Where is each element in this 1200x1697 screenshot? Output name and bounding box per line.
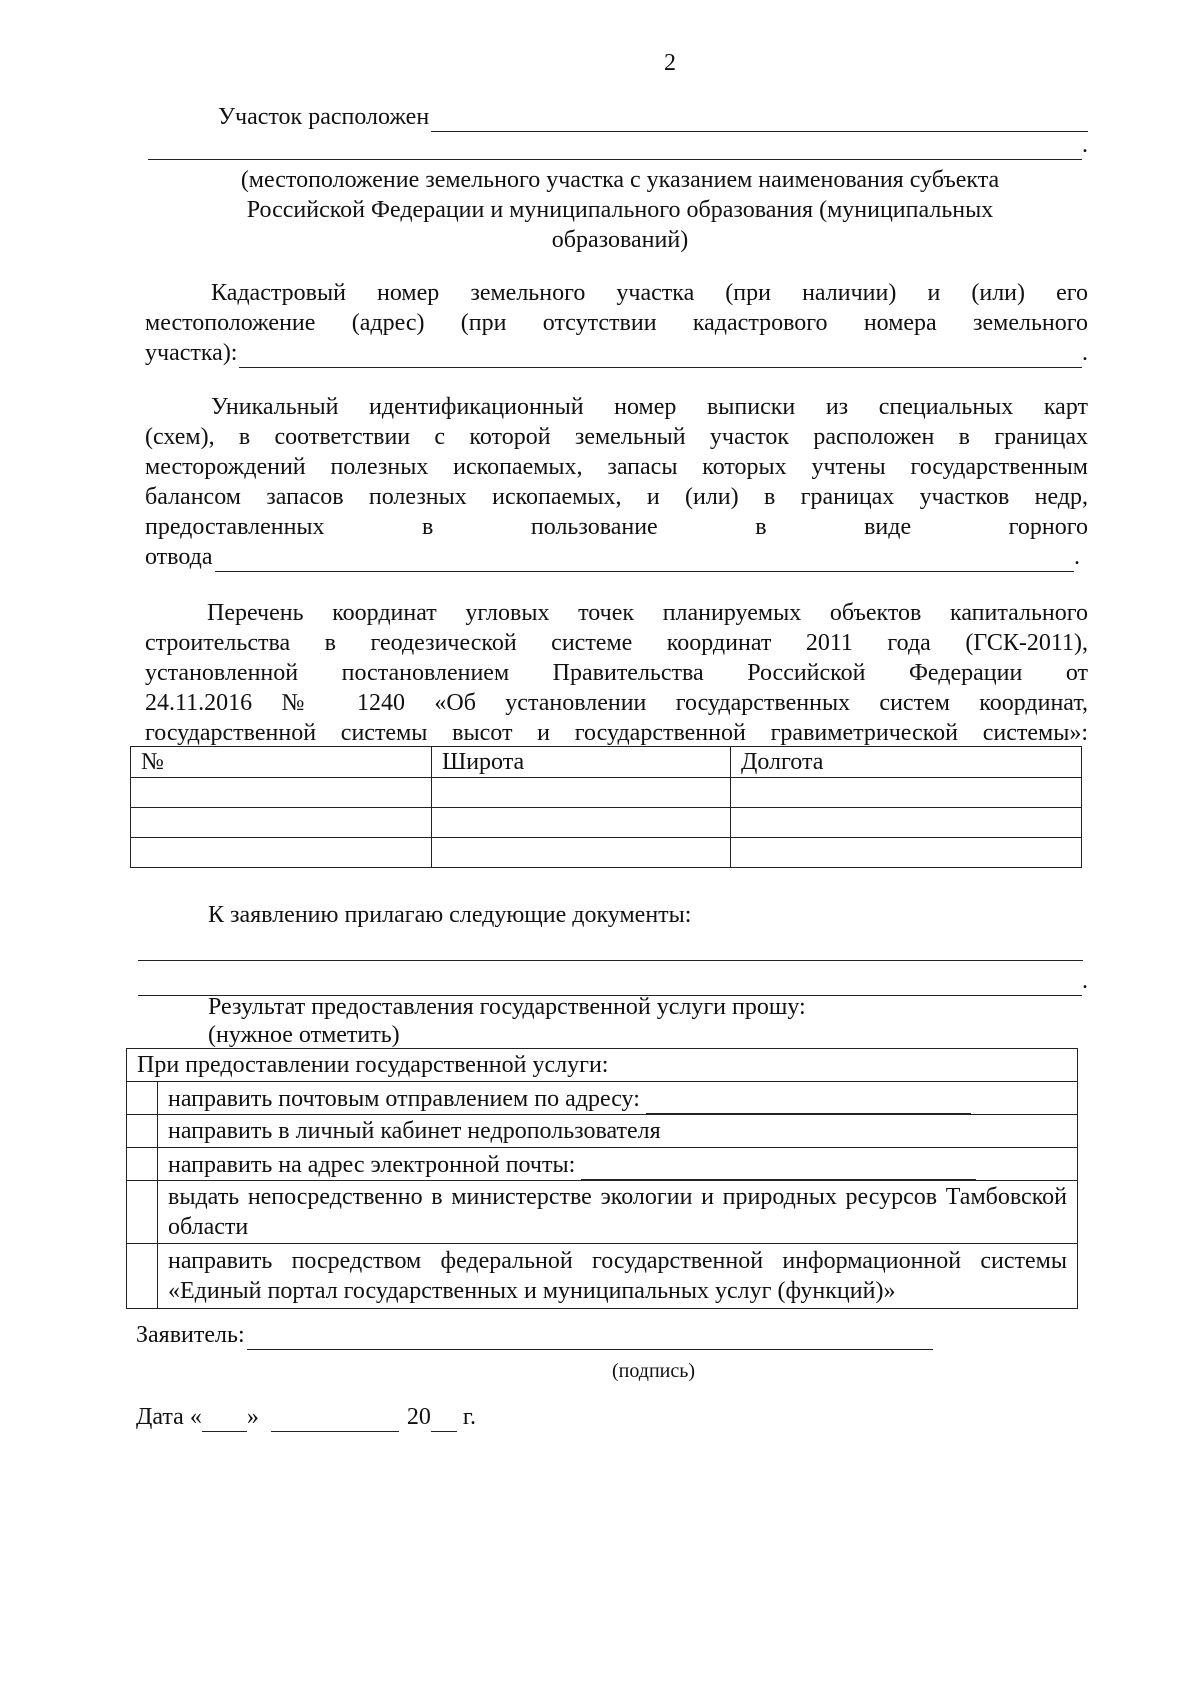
table-cell[interactable] [731,838,1082,868]
attachments-label: К заявлению прилагаю следующие документы: [208,902,692,928]
table-cell[interactable] [731,778,1082,808]
cadastral-field[interactable] [239,345,1082,368]
option-email-field[interactable] [581,1157,976,1180]
table-header-number: № [131,747,432,778]
table-cell[interactable] [131,808,432,838]
cadastral-line-1: Кадастровый номер земельного участка (при наличии) и (или) его [211,280,1088,306]
date-label: Дата « [136,1404,202,1430]
option-row-email [127,1148,1077,1181]
option-row-cabinet [127,1115,1077,1148]
option-post-address-field[interactable] [646,1091,971,1114]
table-header-row [131,747,1082,778]
location-row [218,102,1088,132]
attachments-field-1[interactable] [138,960,1083,961]
option-cabinet-label: направить в личный кабинет недропользователя [168,1118,661,1144]
cadastral-paragraph [145,278,1088,368]
cadastral-label: участка): [145,340,238,366]
coordinates-line-4: 24.11.2016 № 1240 «Об установлении государственных систем координат, [145,690,1088,716]
attachments-end-dot: . [1082,968,1088,994]
coordinates-line-2: строительства в геодезической системе координат 2011 года (ГСК-2011), [145,630,1088,656]
coordinates-line-5: государственной системы высот и государственной гравиметрической системы»: [145,720,1088,746]
page-number: 2 [664,50,676,76]
date-year-field[interactable] [431,1409,457,1432]
cadastral-line-2: местоположение (адрес) (при отсутствии кадастрового номера земельного [145,310,1088,336]
result-options-box [126,1048,1078,1309]
coordinates-paragraph [145,598,1088,748]
date-day-field[interactable] [202,1409,247,1432]
table-cell[interactable] [432,808,731,838]
extract-line-1: Уникальный идентификационный номер выписки из специальных карт [211,394,1088,420]
table-cell[interactable] [131,838,432,868]
signature-caption: (подпись) [612,1360,696,1382]
result-title: Результат предоставления государственной услуги прошу: [208,994,806,1020]
date-suffix: г. [462,1404,476,1430]
extract-line-2: (схем), в соответствии с которой земельный участок расположен в границах [145,424,1088,450]
option-cabinet-checkbox[interactable] [127,1115,158,1147]
option-email-label: направить на адрес электронной почты: [168,1152,576,1178]
date-row [136,1402,476,1432]
option-post-label: направить почтовым отправлением по адресу: [168,1086,640,1112]
date-month-field[interactable] [271,1409,399,1432]
coordinates-line-3: установленной постановлением Правительства Российской Федерации от [145,660,1088,686]
option-row-ministry [127,1181,1077,1244]
result-hint: (нужное отметить) [208,1022,400,1048]
option-portal-checkbox[interactable] [127,1244,158,1308]
extract-end-dot: . [1074,544,1080,570]
table-row [131,778,1082,808]
location-field-2[interactable] [148,137,1082,160]
cadastral-end-dot: . [1082,340,1088,366]
option-portal-label: направить посредством федеральной государственной информационной системы «Единый портал государственных и муниципальных услуг (функций)» [168,1248,1067,1304]
applicant-label: Заявитель: [136,1322,245,1348]
table-cell[interactable] [432,838,731,868]
table-cell[interactable] [131,778,432,808]
table-cell[interactable] [731,808,1082,838]
result-box-header: При предоставлении государственной услуги: [127,1049,1077,1082]
option-row-portal [127,1244,1077,1308]
option-email-checkbox[interactable] [127,1148,158,1180]
coordinates-table [130,746,1082,868]
table-cell[interactable] [432,778,731,808]
applicant-row [136,1320,933,1350]
location-row-2 [148,130,1088,160]
location-label: Участок расположен [218,104,430,130]
table-row [131,808,1082,838]
location-caption: (местоположение земельного участка с указанием наименования субъекта Российской Федерации и муниципального образования (муниципальных образований) [240,167,1000,253]
location-field[interactable] [431,109,1088,132]
option-post-checkbox[interactable] [127,1082,158,1114]
extract-paragraph [145,392,1088,572]
date-year-prefix: 20 [406,1404,431,1430]
option-ministry-label: выдать непосредственно в министерстве экологии и природных ресурсов Тамбовской области [168,1184,1067,1240]
location-end-dot: . [1082,132,1088,158]
coordinates-line-1: Перечень координат угловых точек планируемых объектов капитального [207,600,1088,626]
date-close-quote: » [246,1404,259,1430]
extract-line-4: балансом запасов полезных ископаемых, и (или) в границах участков недр, [145,484,1088,510]
option-row-post [127,1082,1077,1115]
table-header-longitude: Долгота [731,747,1082,778]
table-row [131,838,1082,868]
applicant-signature-field[interactable] [247,1327,933,1350]
extract-field[interactable] [215,549,1074,572]
extract-line-5: предоставленных в пользование в виде горного [145,514,1088,540]
extract-label: отвода [145,544,213,570]
option-ministry-checkbox[interactable] [127,1181,158,1243]
extract-line-3: месторождений полезных ископаемых, запасы которых учтены государственным [145,454,1088,480]
table-header-latitude: Широта [432,747,731,778]
